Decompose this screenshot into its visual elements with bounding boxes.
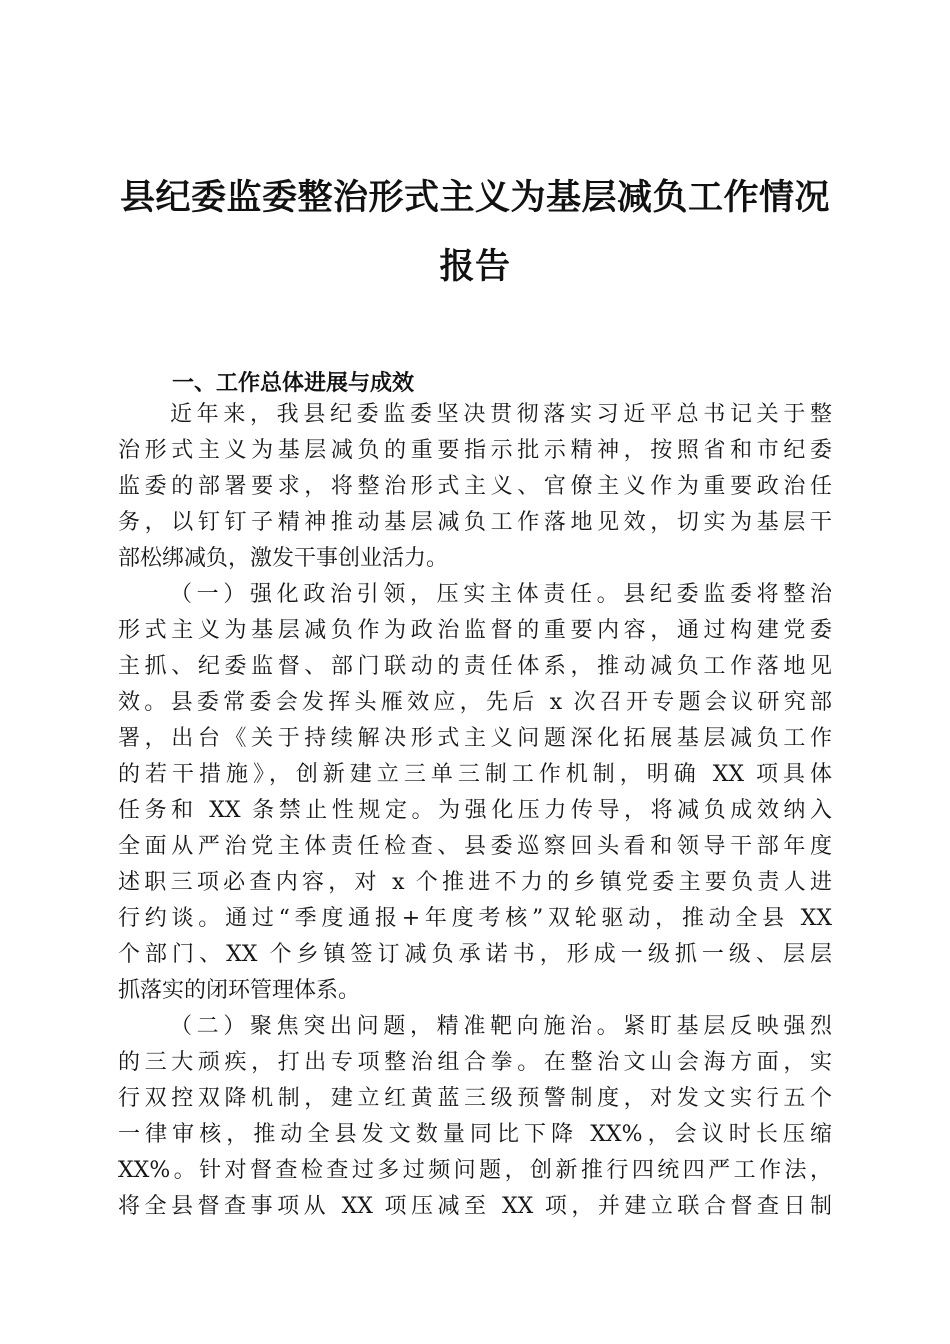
paragraph-line: （二）聚焦突出问题，精准靶向施治。紧盯基层反映强烈 — [170, 1014, 832, 1039]
paragraph-line: 近年来，我县纪委监委坚决贯彻落实习近平总书记关于整 — [170, 402, 832, 427]
paragraph-line: 主抓、纪委监督、部门联动的责任体系，推动减负工作落地见 — [118, 654, 832, 679]
paragraph-line: 部松绑减负，激发干事创业活力。 — [118, 546, 449, 571]
paragraph-line: 一律审核，推动全县发文数量同比下降 XX%，会议时长压缩 — [118, 1122, 832, 1147]
paragraph-line: 形式主义为基层减负作为政治监督的重要内容，通过构建党委 — [118, 618, 832, 643]
paragraph-line: 监委的部署要求，将整治形式主义、官僚主义作为重要政治任 — [118, 474, 832, 499]
paragraph-line: 治形式主义为基层减负的重要指示批示精神，按照省和市纪委 — [118, 438, 832, 463]
paragraph-line: XX%。针对督查检查过多过频问题，创新推行四统四严工作法， — [118, 1158, 832, 1183]
paragraph-line: 的若干措施》，创新建立三单三制工作机制，明确 XX 项具体 — [118, 762, 832, 787]
paragraph-line: 效。县委常委会发挥头雁效应，先后 x 次召开专题会议研究部 — [118, 690, 832, 715]
paragraph-line: 行约谈。通过“季度通报+年度考核”双轮驱动，推动全县 XX — [118, 906, 832, 931]
paragraph-line: 的三大顽疾，打出专项整治组合拳。在整治文山会海方面，实 — [118, 1050, 832, 1075]
paragraph-line: 任务和 XX 条禁止性规定。为强化压力传导，将减负成效纳入 — [118, 798, 832, 823]
paragraph-line: 个部门、XX 个乡镇签订减负承诺书，形成一级抓一级、层层 — [118, 942, 832, 967]
document-title-line-1: 县纪委监委整治形式主义为基层减负工作情况 — [119, 178, 830, 218]
paragraph-line: 署，出台《关于持续解决形式主义问题深化拓展基层减负工作 — [118, 726, 832, 751]
paragraph-line: 将全县督查事项从 XX 项压减至 XX 项，并建立联合督查日制 — [118, 1194, 832, 1219]
paragraph-line: 务，以钉钉子精神推动基层减负工作落地见效，切实为基层干 — [118, 510, 832, 535]
paragraph-line: 述职三项必查内容，对 x 个推进不力的乡镇党委主要负责人进 — [118, 870, 832, 895]
paragraph-line: （一）强化政治引领，压实主体责任。县纪委监委将整治 — [170, 582, 832, 607]
section-heading: 一、工作总体进展与成效 — [172, 371, 415, 396]
paragraph-line: 行双控双降机制，建立红黄蓝三级预警制度，对发文实行五个 — [118, 1086, 832, 1111]
paragraph-line: 全面从严治党主体责任检查、县委巡察回头看和领导干部年度 — [118, 834, 832, 859]
document-title-line-2: 报告 — [439, 247, 511, 287]
paragraph-line: 抓落实的闭环管理体系。 — [118, 978, 361, 1003]
